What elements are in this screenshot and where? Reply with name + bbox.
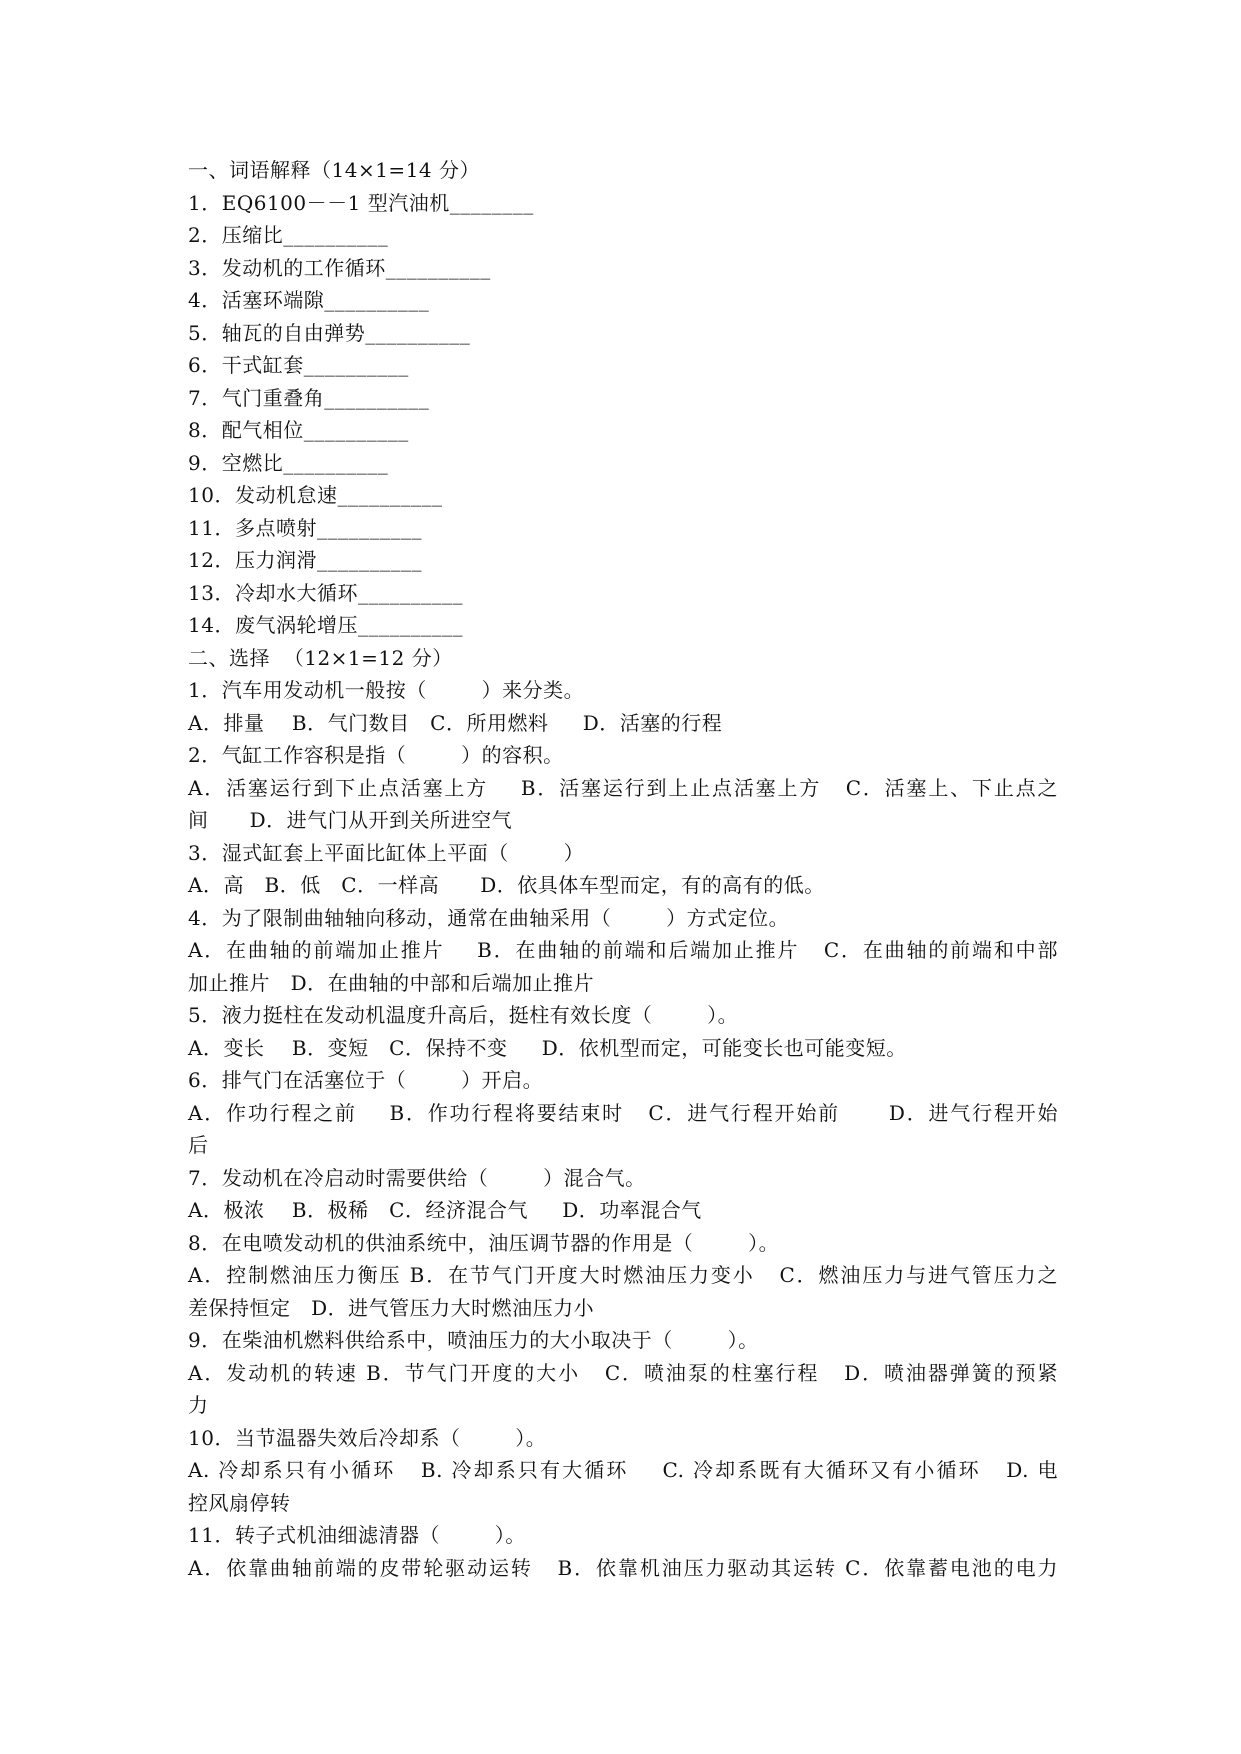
- question-line: 5．液力挺柱在发动机温度升高后，挺柱有效长度（ ）。: [188, 1003, 739, 1027]
- term-list: [188, 187, 1058, 642]
- options-line: 后: [188, 1133, 209, 1157]
- question-line: 4．为了限制曲轴轴向移动，通常在曲轴采用（ ）方式定位。: [188, 905, 790, 930]
- options-line: 控风扇停转: [188, 1490, 291, 1515]
- options-line: A．控制燃油压力衡压 B．在节气门开度大时燃油压力变小 C．燃油压力与进气管压力之: [188, 1263, 1058, 1287]
- options-line: 加止推片 D．在曲轴的中部和后端加止推片: [188, 970, 595, 995]
- question-line: 10．当节温器失效后冷却系（ ）。: [188, 1425, 547, 1450]
- options-line: 力: [188, 1393, 209, 1417]
- term-item: 3．发动机的工作循环__________: [188, 255, 491, 280]
- question-line: 7．发动机在冷启动时需要供给（ ）混合气。: [188, 1165, 646, 1190]
- options-line: 差保持恒定 D．进气管压力大时燃油压力小: [188, 1295, 595, 1320]
- question-line: 1．汽车用发动机一般按（ ）来分类。: [188, 678, 585, 702]
- options-line: A．高 B．低 C．一样高 D．依具体车型而定，有的高有的低。: [188, 873, 825, 897]
- term-item: 14．废气涡轮增压__________: [188, 613, 463, 637]
- term-item: 10．发动机怠速__________: [188, 483, 443, 507]
- term-item: 11．多点喷射__________: [188, 515, 422, 540]
- term-item: 13．冷却水大循环__________: [188, 580, 463, 605]
- question-line: 6．排气门在活塞位于（ ）开启。: [188, 1068, 544, 1092]
- options-line: A．极浓 B．极稀 C．经济混合气 D．功率混合气: [188, 1198, 702, 1222]
- term-item: 12．压力润滑__________: [188, 548, 422, 572]
- options-line: A．在曲轴的前端加止推片 B．在曲轴的前端和后端加止推片 C．在曲轴的前端和中部: [188, 938, 1058, 962]
- term-item: 1．EQ6100－－1 型汽油机________: [188, 190, 534, 215]
- options-line: A．作功行程之前 B．作功行程将要结束时 C．进气行程开始前 D．进气行程开始: [188, 1100, 1058, 1125]
- options-line: A．活塞运行到下止点活塞上方 B．活塞运行到上止点活塞上方 C．活塞上、下止点之: [188, 775, 1058, 800]
- options-line: A．发动机的转速 B．节气门开度的大小 C．喷油泵的柱塞行程 D．喷油器弹簧的预紧: [188, 1360, 1058, 1385]
- term-item: 7．气门重叠角__________: [188, 385, 430, 410]
- question-line: 8．在电喷发动机的供油系统中，油压调节器的作用是（ ）。: [188, 1230, 780, 1255]
- term-item: 5．轴瓦的自由弹势__________: [188, 320, 471, 345]
- term-item: 4．活塞环端隙__________: [188, 288, 430, 312]
- options-line: A．依靠曲轴前端的皮带轮驱动运转 B．依靠机油压力驱动其运转 C．依靠蓄电池的电力: [188, 1555, 1058, 1580]
- choice-list: [188, 674, 1058, 1584]
- options-line: A．排量 B．气门数目 C．所用燃料 D．活塞的行程: [188, 710, 723, 735]
- question-line: 2．气缸工作容积是指（ ）的容积。: [188, 743, 564, 767]
- term-item: 2．压缩比__________: [188, 223, 389, 247]
- section-title: 二、选择 （12×1=12 分）: [188, 645, 453, 670]
- options-line: 间 D．进气门从开到关所进空气: [188, 808, 513, 832]
- term-item: 8．配气相位__________: [188, 418, 409, 442]
- term-item: 6．干式缸套__________: [188, 353, 409, 377]
- exam-page: [188, 154, 1058, 1584]
- question-line: 11．转子式机油细滤清器（ ）。: [188, 1523, 526, 1547]
- term-item: 9．空燃比__________: [188, 450, 389, 475]
- section-title: 一、词语解释（14×1=14 分）: [188, 158, 480, 182]
- options-line: A．变长 B．变短 C．保持不变 D．依机型而定，可能变长也可能变短。: [188, 1035, 907, 1060]
- question-line: 9．在柴油机燃料供给系中，喷油压力的大小取决于（ ）。: [188, 1328, 759, 1352]
- question-line: 3．湿式缸套上平面比缸体上平面（ ）: [188, 840, 585, 865]
- options-line: A. 冷却系只有小循环 B. 冷却系只有大循环 C. 冷却系既有大循环又有小循环 D. 电: [188, 1458, 1058, 1482]
